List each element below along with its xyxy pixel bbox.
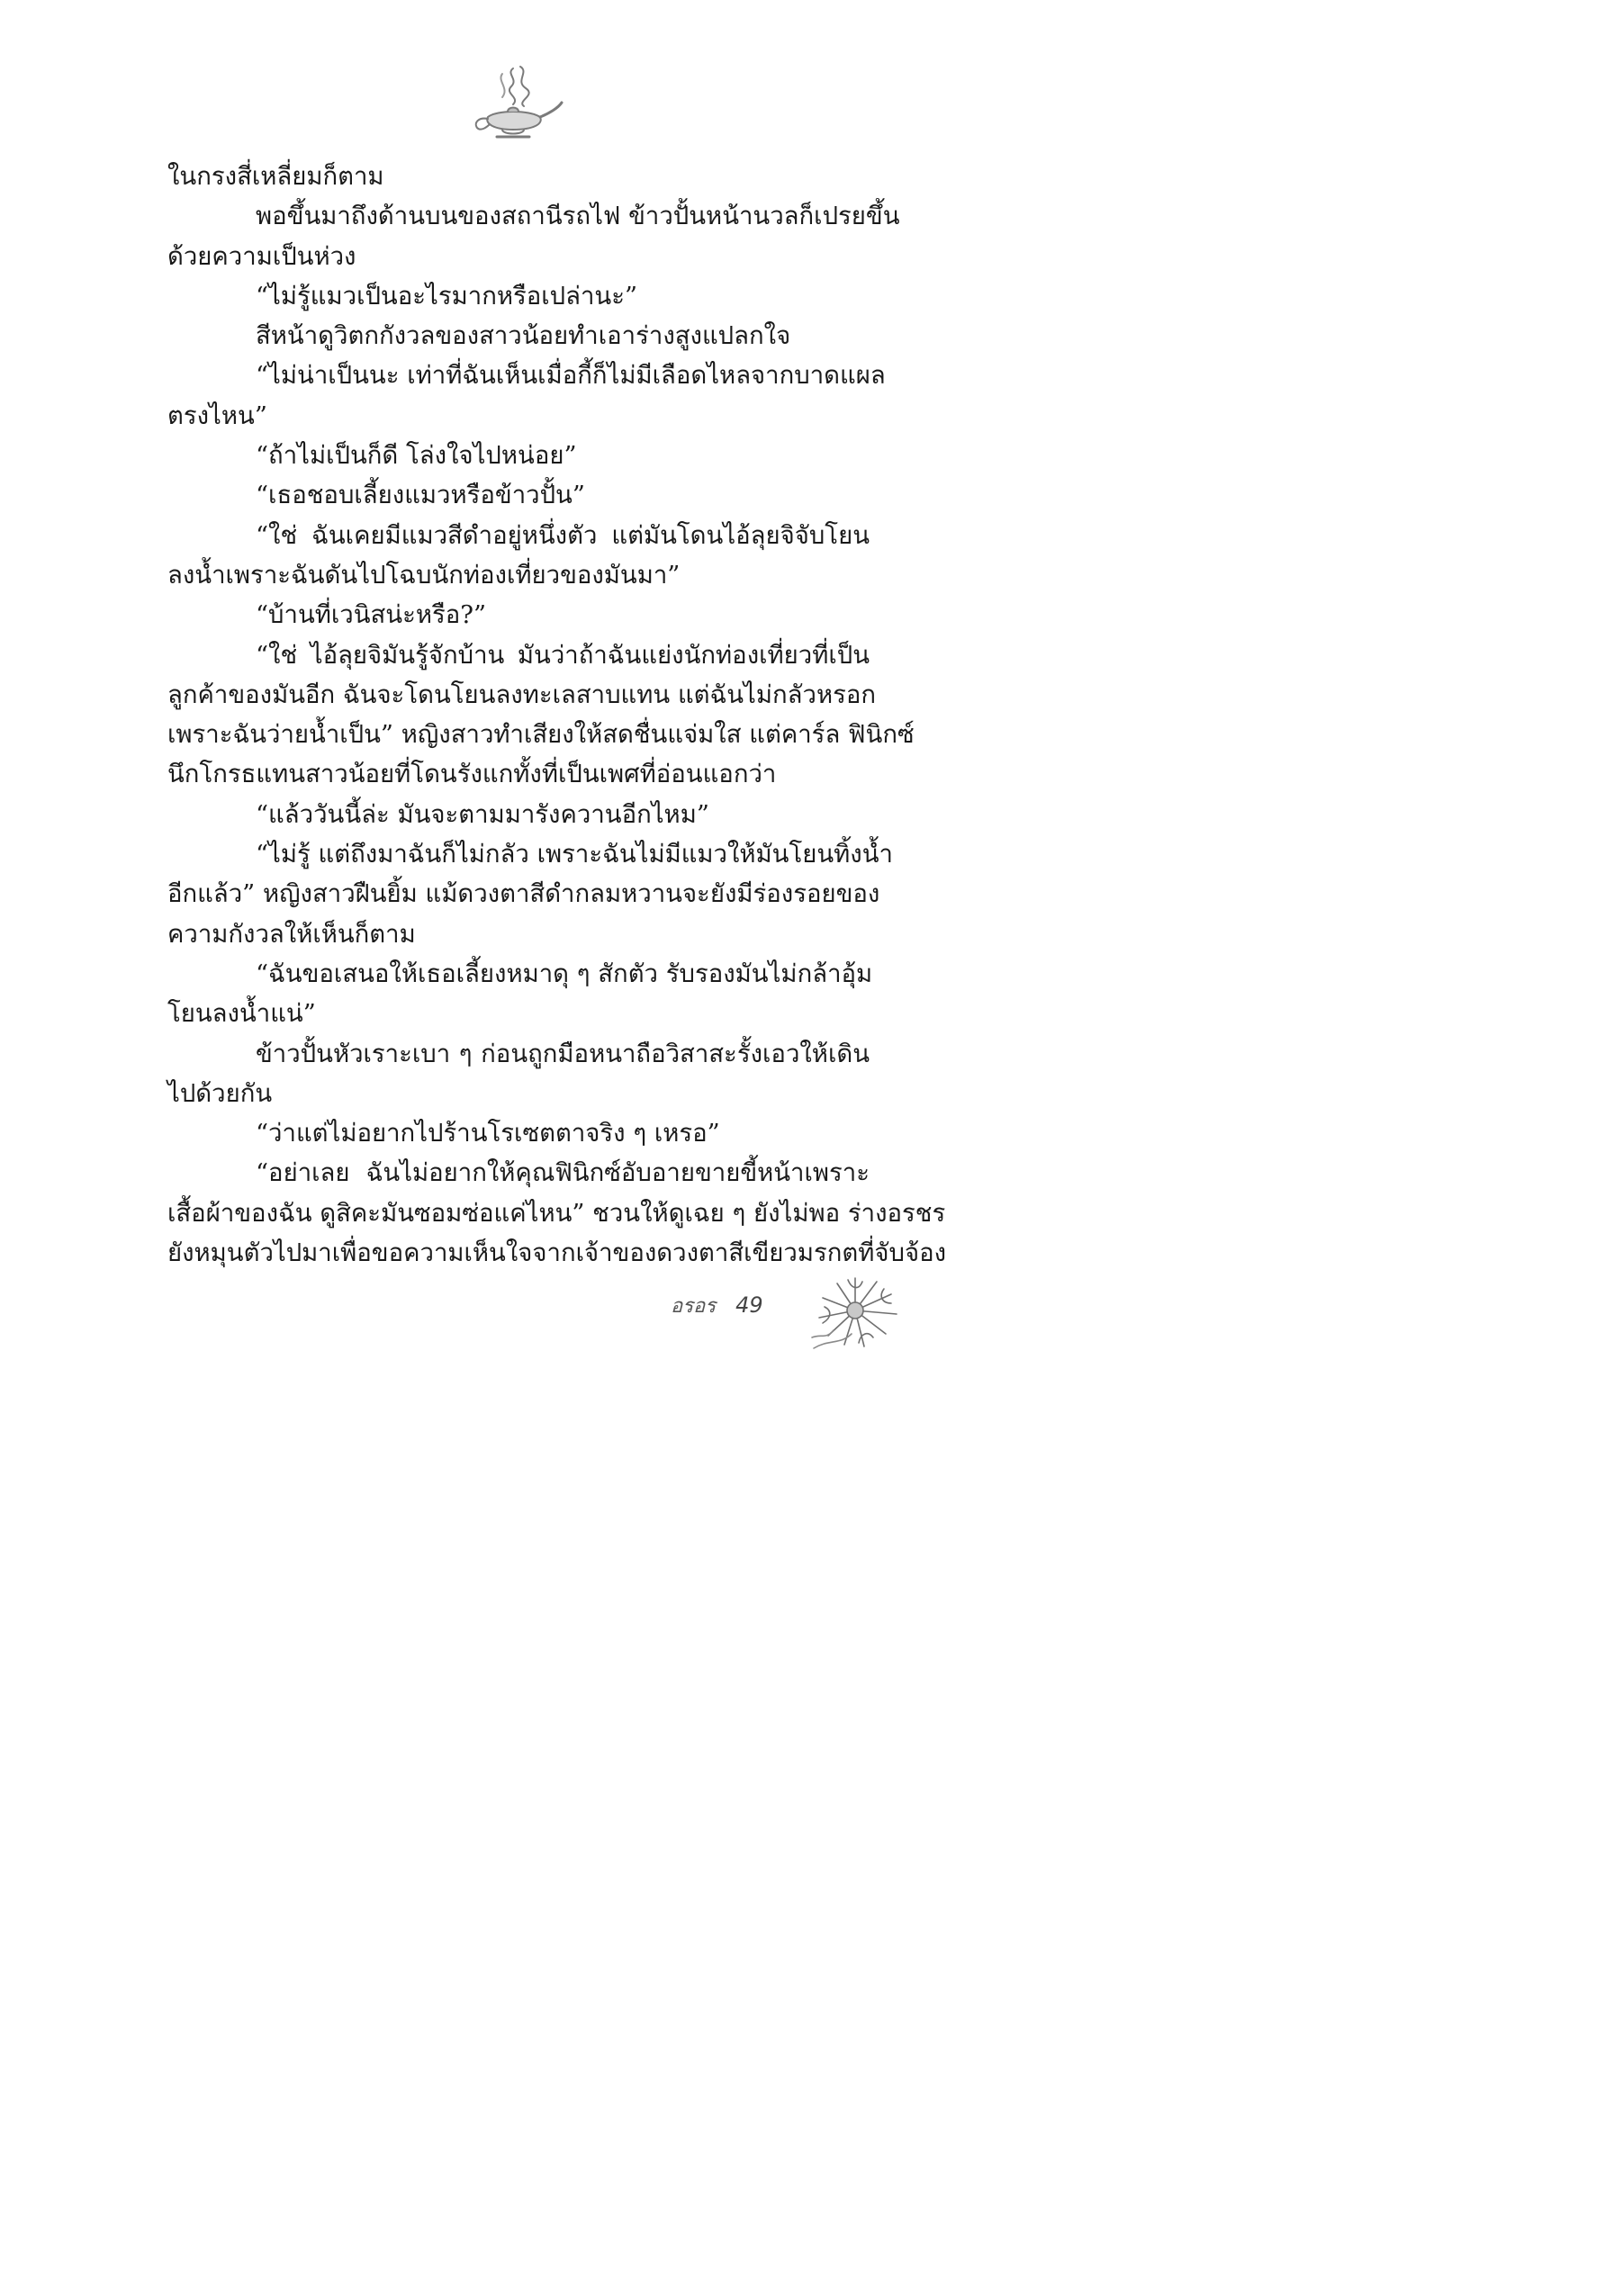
- book-page: [0, 0, 1008, 1440]
- page-footer: [671, 1278, 763, 1332]
- text-line: เสื้อผ้าของฉัน ดูสิคะมันซอมซ่อแค่ไหน” ชวนให้ดูเฉย ๆ ยังไม่พอ ร่างอรชร: [167, 1198, 946, 1228]
- flower-illustration: [810, 1271, 900, 1352]
- text-line: ข้าวปั้นหัวเราะเบา ๆ ก่อนถูกมือหนาถือวิสาสะรั้งเอวให้เดิน: [256, 1039, 870, 1068]
- text-line: “บ้านที่เวนิสน่ะหรือ?”: [256, 600, 487, 630]
- text-line: ในกรงสี่เหลี่ยมก็ตาม: [167, 162, 384, 191]
- text-line: “ไม่รู้แมวเป็นอะไรมากหรือเปล่านะ”: [256, 281, 638, 311]
- text-line: “ถ้าไม่เป็นก็ดี โล่งใจไปหน่อย”: [256, 441, 577, 471]
- text-line: ลูกค้าของมันอีก ฉันจะโดนโยนลงทะเลสาบแทน แต่ฉันไม่กลัวหรอก: [167, 680, 877, 709]
- text-line: “อย่าเลย ฉันไม่อยากให้คุณฟินิกซ์อับอายขายขี้หน้าเพราะ: [256, 1158, 870, 1188]
- text-line: “แล้ววันนี้ล่ะ มันจะตามมารังควานอีกไหม”: [256, 799, 709, 829]
- text-line: อีกแล้ว” หญิงสาวฝืนยิ้ม แม้ดวงตาสีดำกลมหวานจะยังมีร่องรอยของ: [167, 879, 880, 909]
- text-line: “ใช่ ไอ้ลุยจิมันรู้จักบ้าน มันว่าถ้าฉันแย่งนักท่องเที่ยวที่เป็น: [256, 640, 870, 670]
- text-line: ไปด้วยกัน: [167, 1078, 273, 1108]
- text-line: ความกังวลให้เห็นก็ตาม: [167, 919, 416, 949]
- text-line: โยนลงน้ำแน่”: [167, 999, 316, 1029]
- body-text: [167, 157, 947, 1273]
- text-line: “ฉันขอเสนอให้เธอเลี้ยงหมาดุ ๆ สักตัว รับรองมันไม่กล้าอุ้ม: [256, 959, 873, 988]
- text-line: “ไม่น่าเป็นนะ เท่าที่ฉันเห็นเมื่อกี้ก็ไม่มีเลือดไหลจากบาดแผล: [256, 361, 886, 391]
- text-line: ตรงไหน”: [167, 401, 267, 430]
- text-line: สีหน้าดูวิตกกังวลของสาวน้อยทำเอาร่างสูงแปลกใจ: [256, 321, 791, 351]
- text-line: ลงน้ำเพราะฉันดันไปโฉบนักท่องเที่ยวของมันมา”: [167, 560, 681, 590]
- running-footer-title: อรอร: [671, 1294, 717, 1318]
- text-line: “ว่าแต่ไม่อยากไปร้านโรเซตตาจริง ๆ เหรอ”: [256, 1119, 720, 1148]
- text-line: ยังหมุนตัวไปมาเพื่อขอความเห็นใจจากเจ้าของดวงตาสีเขียวมรกตที่จับจ้อง: [167, 1238, 947, 1268]
- text-line: “เธอชอบเลี้ยงแมวหรือข้าวปั้น”: [256, 481, 585, 510]
- magic-lamp-illustration: [461, 61, 565, 144]
- text-line: เพราะฉันว่ายน้ำเป็น” หญิงสาวทำเสียงให้สดชื่นแจ่มใส แต่คาร์ล ฟินิกซ์: [167, 720, 915, 750]
- text-line: “ใช่ ฉันเคยมีแมวสีดำอยู่หนึ่งตัว แต่มันโดนไอ้ลุยจิจับโยน: [256, 520, 870, 550]
- text-line: พอขึ้นมาถึงด้านบนของสถานีรถไฟ ข้าวปั้นหน้านวลก็เปรยขึ้น: [256, 202, 900, 231]
- text-line: “ไม่รู้ แต่ถึงมาฉันก็ไม่กลัว เพราะฉันไม่มีแมวให้มันโยนทิ้งน้ำ: [256, 840, 893, 869]
- text-line: ด้วยความเป็นห่วง: [167, 241, 356, 271]
- text-line: นึกโกรธแทนสาวน้อยที่โดนรังแกทั้งที่เป็นเพศที่อ่อนแอกว่า: [167, 760, 777, 789]
- page-number: 49: [735, 1292, 763, 1318]
